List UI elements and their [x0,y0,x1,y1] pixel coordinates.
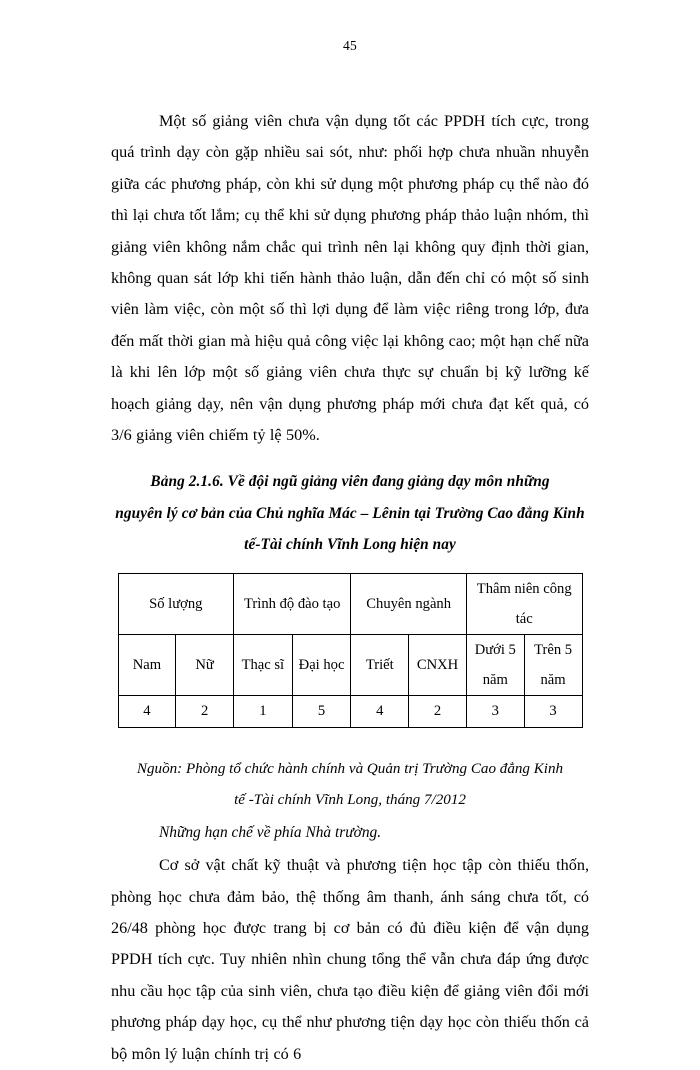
table-caption-line-3: tế-Tài chính Vĩnh Long hiện nay [244,536,456,554]
table-caption [111,466,589,561]
table-value-master: 1 [234,695,293,727]
table-source-note [111,754,589,817]
table-sub-header-master: Thạc sĩ [234,634,293,695]
table-source-line-2: tế -Tài chính Vĩnh Long, tháng 7/2012 [234,792,466,809]
table-value-female: 2 [176,695,234,727]
table-row-values [118,695,582,727]
page-number: 45 [342,38,358,53]
table-value-under-5-years: 3 [466,695,524,727]
table-sub-header-male: Nam [118,634,176,695]
table-group-header-quantity: Số lượng [118,573,234,634]
table-sub-header-over-5-years: Trên 5 năm [524,634,582,695]
page-content [111,106,589,1070]
table-value-cnxh: 2 [409,695,467,727]
table-value-philosophy: 4 [351,695,409,727]
table-value-male: 4 [118,695,176,727]
table-sub-header-under-5-years: Dưới 5 năm [466,634,524,695]
paragraph-intro: Một số giảng viên chưa vận dụng tốt các PPDH tích cực, trong quá trình dạy còn gặp nhiều sai sót, như: phối hợp chưa nhuần nhuyễn giữa các phương pháp, còn khi sử dụng một phương pháp cụ thể nào đó thì lại chưa tốt lắm; cụ thể khi sử dụng phương pháp thảo luận nhóm, thì giảng viên không nắm chắc qui trình nên lại không quy định thời gian, không quan sát lớp khi tiến hành thảo luận, dẫn đến chỉ có một số sinh viên làm việc, còn một số thì lợi dụng để làm việc riêng trong lớp, đưa đến mất thời gian mà hiệu quả công việc lại không cao; một hạn chế nữa là khi lên lớp một số giảng viên chưa thực sự chuẩn bị kỹ lưỡng kế hoạch giảng dạy, nên vận dụng phương pháp mới chưa đạt kết quả, có 3/6 giảng viên chiếm tỷ lệ 50%. [111,112,589,445]
table-value-bachelor: 5 [292,695,351,727]
section-subheading: Những hạn chế về phía Nhà trường. [159,823,382,841]
faculty-statistics-table [118,573,583,728]
table-caption-line-2: nguyên lý cơ bản của Chủ nghĩa Mác – Lênin tại Trường Cao đẳng Kinh [115,504,585,522]
table-sub-header-bachelor: Đại học [292,634,351,695]
table-value-over-5-years: 3 [524,695,582,727]
table-sub-header-philosophy: Triết [351,634,409,695]
table-caption-line-1: Bảng 2.1.6. Về đội ngũ giảng viên đang giảng dạy môn những [150,473,550,491]
table-row-group-headers [118,573,582,634]
table-source-line-1: Nguồn: Phòng tổ chức hành chính và Quản trị Trường Cao đẳng Kinh [136,760,564,777]
table-group-header-education-level: Trình độ đào tạo [234,573,351,634]
table-group-header-specialization: Chuyên ngành [351,573,467,634]
table-sub-header-cnxh: CNXH [409,634,467,695]
table-row-sub-headers [118,634,582,695]
table-group-header-seniority: Thâm niên công tác [466,573,582,634]
paragraph-closing: Cơ sở vật chất kỹ thuật và phương tiện học tập còn thiếu thốn, phòng học chưa đảm bảo, thệ thống âm thanh, ánh sáng chưa tốt, có 26/48 phòng học được trang bị cơ bản có đủ điều kiện để vận dụng PPDH tích cực. Tuy nhiên nhìn chung tổng thể vẫn chưa đáp ứng được nhu cầu học tập của sinh viên, chưa tạo điều kiện để giảng viên đổi mới phương pháp dạy học, cụ thể như phương tiện dạy học còn thiếu thốn cả bộ môn lý luận chính trị có 6 [111,856,589,1063]
document-page [0,38,700,1063]
table-sub-header-female: Nữ [176,634,234,695]
